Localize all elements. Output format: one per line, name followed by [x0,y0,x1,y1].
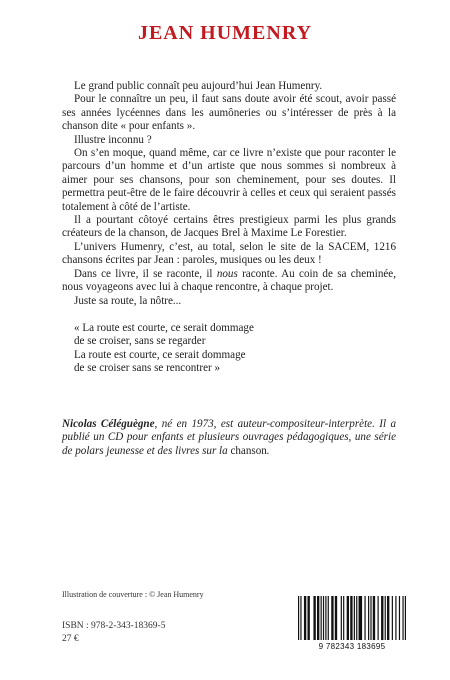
author-bio-chanson: chanson [230,444,267,457]
barcode-bar [323,596,324,640]
author-bio-text: , né en 1973, est auteur-compositeur-interprète. Il a publié un CD pour enfants et plusieurs ouvrages pédagogiques, une série de polars jeunesse et des livres sur la [62,418,396,457]
barcode-bar [385,596,386,640]
blurb-paragraph: Illustre inconnu ? [74,133,152,146]
barcode-bar [387,596,389,640]
back-cover-blurb [62,80,396,376]
barcode-bar [341,596,342,640]
blurb-paragraph: On s’en moque, quand même, car ce livre n’existe que pour raconter le parcours d’un homme et d’un artiste que nous sommes si nombreux à aimer pour ses chansons, pour son cheminement, pour ses doutes. Il permettra peut-être de le faire découvrir à celles et ceux qui seraient passés totalement à côté de l’artiste. [62,147,396,213]
quote-line: « La route est courte, ce serait dommage [74,321,254,334]
barcode-bar [399,596,400,640]
barcode-bar [325,596,326,640]
blurb-paragraph: L’univers Humenry, c’est, au total, selon le site de la SACEM, 1216 chansons écrites par Jean : paroles, musiques ou les deux ! [62,240,396,267]
barcode-bar [359,596,363,640]
barcode-bar [313,596,315,640]
blurb-paragraph-last: Juste sa route, la nôtre... [74,294,182,307]
barcode-bar [328,596,329,640]
raconte-before: Dans ce livre, il se raconte, il [74,267,217,280]
barcode-bar [405,596,406,640]
barcode-bar [307,596,309,640]
barcode-bar [356,596,357,640]
barcode-bar [402,596,403,640]
barcode-bar [381,596,383,640]
author-name: Nicolas Céléguègne [62,418,155,430]
quote-line: de se croiser, sans se regarder [74,335,206,348]
price: 27 € [62,634,79,644]
barcode-bar [300,596,301,640]
author-bio [62,418,396,458]
blurb-paragraph: Il a pourtant côtoyé certains êtres prestigieux parmi les plus grands créateurs de la chanson, de Jacques Brel à Maxime Le Forestier. [62,214,396,240]
raconte-after: raconte. Au coin de sa cheminée, nous voyageons avec lui à chaque rencontre, à chaque projet. [62,267,396,294]
quote-line: de se croiser sans se rencontrer » [74,362,221,375]
barcode-bar [304,596,306,640]
barcode-bar [317,596,319,640]
barcode-bar [350,596,352,640]
barcode-digits: 9 782343 183695 [318,642,386,651]
barcode-bar [321,596,322,640]
song-quote [62,322,396,376]
quote-line: La route est courte, ce serait dommage [74,348,246,361]
barcode-bar [370,596,371,640]
author-bio-end: . [266,444,270,457]
blurb-paragraph: Le grand public connaît peu aujourd’hui Jean Humenry. [74,80,323,92]
barcode-bars [296,596,408,642]
barcode [296,596,408,646]
barcode-bar [331,596,333,640]
isbn: ISBN : 978-2-343-18369-5 [62,621,166,631]
barcode-bar [378,596,379,640]
barcode-bar [335,596,337,640]
barcode-bar [354,596,355,640]
book-title: JEAN HUMENRY [137,22,313,44]
barcode-bar [298,596,299,640]
barcode-bar [347,596,349,640]
raconte-italic: nous [216,267,238,280]
barcode-bar [368,596,369,640]
blurb-paragraph-raconte [62,268,396,295]
cover-illustration-credit: Illustration de couverture : © Jean Humenry [62,590,204,599]
barcode-bar [392,596,393,640]
barcode-bar [364,596,365,640]
barcode-bar [373,596,375,640]
blurb-paragraph: Pour le connaître un peu, il faut sans doute avoir été scout, avoir passé ses années lycéennes dans les aumôneries ou s’intéresser de près à la chanson dite « pour enfants ». [62,93,396,133]
barcode-bar [395,596,396,640]
barcode-bar [343,596,344,640]
